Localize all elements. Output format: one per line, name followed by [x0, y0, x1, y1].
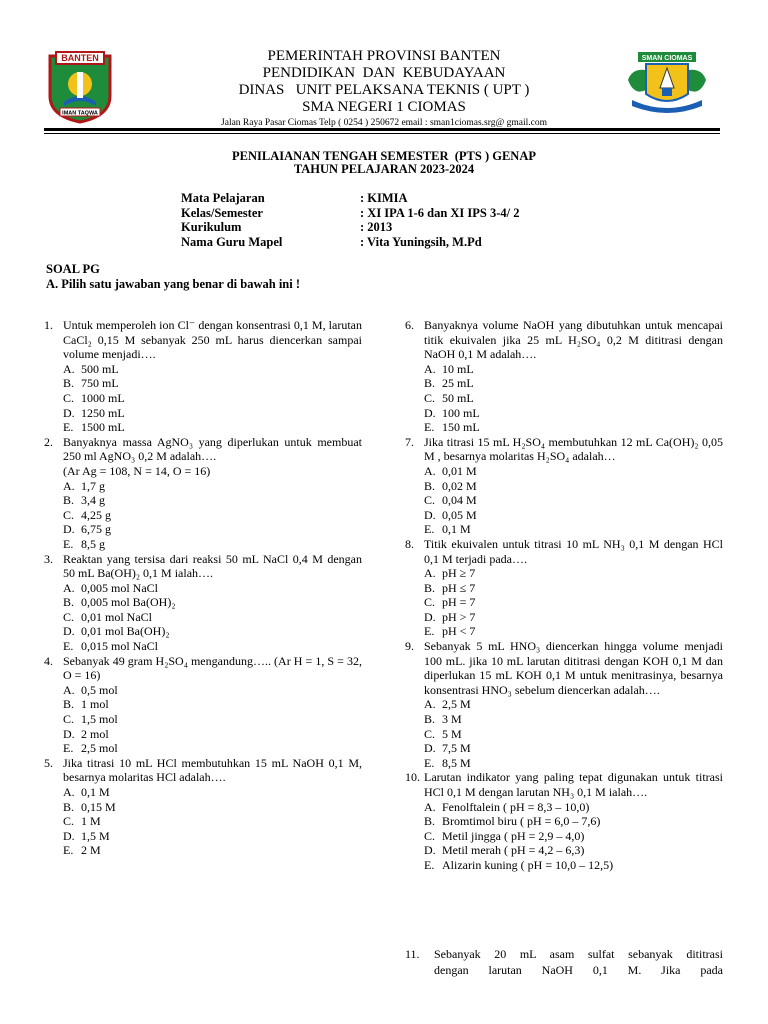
question-stem: Sebanyak 49 gram H₂SO₄ mengandung….. (Ar H = 1, S = 32, O = 16)	[63, 653, 362, 683]
option-text: 5 M	[442, 726, 462, 741]
option-text: 4,25 g	[81, 507, 111, 522]
question-stem: Larutan indikator yang paling tepat digunakan untuk titrasi HCl 0,1 M dengan larutan NH₃ 0,1 M ialah….	[424, 770, 723, 799]
exam-info-row	[181, 206, 520, 221]
option-text: 6,75 g	[81, 522, 111, 537]
answer-option	[63, 610, 362, 625]
answer-option	[63, 493, 362, 508]
option-letter: E.	[63, 741, 74, 756]
option-letter: E.	[63, 536, 74, 551]
letterhead-divider-thick	[44, 128, 720, 131]
question-number: 1.	[44, 318, 53, 332]
answer-option	[424, 566, 723, 581]
option-text: 0,015 mol NaCl	[81, 639, 158, 654]
option-text: 0,01 M	[442, 463, 477, 478]
answer-option	[63, 391, 362, 406]
option-letter: D.	[63, 726, 75, 741]
answer-option	[424, 697, 723, 712]
answer-option	[424, 581, 723, 596]
letterhead-line-2: PENDIDIKAN DAN KEBUDAYAAN	[262, 65, 506, 81]
answer-option	[424, 814, 723, 829]
option-letter: D.	[424, 507, 436, 522]
question-stem: Untuk memperoleh ion Cl⁻ dengan konsentrasi 0,1 M, larutan CaCl₂ 0,15 M sebanyak 250 mL harus diencerkan sampai volume menjadi….	[63, 318, 362, 362]
answer-option	[424, 727, 723, 742]
question-3	[44, 552, 362, 654]
answer-option	[424, 493, 723, 508]
exam-title-line-1: PENILAIANAN TENGAH SEMESTER (PTS ) GENAP	[232, 149, 536, 163]
question-2	[44, 435, 362, 552]
option-letter: B.	[63, 493, 75, 508]
exam-info-label: Kelas/Semester	[181, 205, 263, 220]
option-letter: A.	[63, 580, 75, 595]
question-9	[405, 639, 723, 770]
option-text: pH = 7	[442, 595, 476, 610]
option-letter: C.	[63, 390, 75, 405]
exam-info-value: : KIMIA	[360, 191, 408, 205]
option-letter: A.	[424, 463, 436, 478]
answer-option	[424, 508, 723, 523]
question-number: 5.	[44, 755, 53, 770]
option-text: 1500 mL	[81, 420, 125, 435]
option-text: 2 M	[81, 843, 101, 858]
exam-info-row	[181, 235, 520, 250]
option-letter: E.	[424, 522, 435, 537]
answer-option	[63, 406, 362, 421]
answer-option	[424, 756, 723, 771]
option-letter: C.	[424, 390, 436, 405]
option-text: 0,005 mol NaCl	[81, 580, 158, 595]
option-text: 750 mL	[81, 376, 119, 391]
option-text: 1,7 g	[81, 478, 105, 493]
option-text: 25 mL	[442, 376, 474, 391]
option-letter: E.	[63, 843, 74, 858]
option-text: Alizarin kuning ( pH = 10,0 – 12,5)	[442, 857, 614, 872]
answer-option	[63, 814, 362, 829]
question-number: 2.	[44, 434, 53, 449]
option-letter: B.	[63, 595, 75, 610]
answer-option	[424, 624, 723, 639]
section-heading	[46, 262, 300, 292]
answer-option	[424, 406, 723, 421]
option-letter: C.	[424, 595, 436, 610]
option-letter: C.	[63, 507, 75, 522]
option-text: 2 mol	[81, 726, 109, 741]
option-letter: B.	[63, 697, 75, 712]
option-letter: A.	[424, 566, 436, 581]
exam-info-row	[181, 220, 520, 235]
option-text: pH < 7	[442, 624, 476, 639]
option-text: pH ≥ 7	[442, 566, 476, 581]
answer-option	[63, 376, 362, 391]
question-number: 4.	[44, 653, 53, 668]
option-letter: D.	[63, 405, 75, 420]
option-letter: C.	[424, 828, 436, 843]
answer-option	[63, 800, 362, 815]
question-stem: Jika titrasi 15 mL H₂SO₄ membutuhkan 12 mL Ca(OH)₂ 0,05 M , besarnya molaritas H₂SO₄ adalah…	[424, 434, 723, 464]
option-letter: A.	[63, 682, 75, 697]
answer-option	[63, 479, 362, 494]
option-text: 7,5 M	[442, 741, 471, 756]
question-stem: Reaktan yang tersisa dari reaksi 50 mL NaCl 0,4 M dengan 50 mL Ba(OH)₂ 0,1 M ialah….	[63, 551, 362, 581]
option-text: pH > 7	[442, 609, 476, 624]
question-number: 6.	[405, 318, 414, 332]
option-text: Fenolftalein ( pH = 8,3 – 10,0)	[442, 799, 590, 814]
option-letter: A.	[63, 785, 75, 799]
option-letter: C.	[424, 726, 436, 741]
letterhead-line-1: PEMERINTAH PROVINSI BANTEN	[267, 48, 501, 64]
answer-option	[424, 741, 723, 756]
option-letter: B.	[424, 580, 436, 595]
answer-option	[424, 479, 723, 494]
question-stem: Jika titrasi 10 mL HCl membutuhkan 15 mL NaOH 0,1 M, besarnya molaritas HCl adalah….	[63, 755, 362, 785]
option-letter: E.	[424, 857, 435, 872]
option-text: 8,5 g	[81, 536, 105, 551]
answer-option	[424, 391, 723, 406]
option-letter: C.	[63, 712, 75, 727]
answer-option	[63, 420, 362, 435]
question-1	[44, 318, 362, 435]
answer-option	[63, 843, 362, 858]
option-letter: D.	[424, 405, 436, 420]
letterhead-divider-thin	[44, 133, 720, 134]
option-text: 1250 mL	[81, 405, 125, 420]
exam-info-value: : XI IPA 1-6 dan XI IPS 3-4/ 2	[360, 205, 520, 220]
option-text: 10 mL	[442, 361, 474, 376]
answer-option	[63, 829, 362, 844]
answer-option	[63, 712, 362, 727]
exam-info-label: Mata Pelajaran	[181, 191, 265, 205]
question-5	[44, 756, 362, 858]
option-letter: E.	[424, 755, 435, 770]
option-text: 0,1 M	[442, 522, 471, 537]
question-number: 11.	[405, 947, 420, 961]
option-letter: C.	[424, 493, 436, 508]
option-text: 0,5 mol	[81, 682, 118, 697]
question-number: 10.	[405, 770, 420, 785]
exam-info	[181, 191, 520, 249]
answer-option	[63, 785, 362, 800]
option-letter: D.	[63, 624, 75, 639]
exam-info-row	[181, 191, 520, 206]
answer-option	[63, 741, 362, 756]
question-column-right	[405, 318, 723, 873]
answer-option	[424, 829, 723, 844]
option-text: 1,5 M	[81, 828, 110, 843]
option-letter: A.	[63, 478, 75, 493]
option-letter: E.	[424, 624, 435, 639]
option-letter: E.	[63, 420, 74, 435]
option-text: 2,5 M	[442, 697, 471, 712]
question-8	[405, 537, 723, 639]
answer-option	[63, 581, 362, 596]
option-text: 0,01 mol Ba(OH)₂	[81, 624, 170, 639]
answer-option	[424, 595, 723, 610]
answer-option	[63, 595, 362, 610]
option-text: 1000 mL	[81, 390, 125, 405]
instruction-text: A. Pilih satu jawaban yang benar di bawah ini !	[46, 277, 300, 291]
option-text: 0,05 M	[442, 507, 477, 522]
option-text: 0,02 M	[442, 478, 477, 493]
option-text: 0,04 M	[442, 493, 477, 508]
option-text: 150 mL	[442, 420, 480, 435]
answer-option	[424, 522, 723, 537]
option-letter: D.	[63, 522, 75, 537]
question-4	[44, 654, 362, 756]
option-letter: A.	[63, 361, 75, 376]
answer-option	[424, 420, 723, 435]
answer-option	[424, 362, 723, 377]
answer-option	[424, 858, 723, 873]
option-letter: A.	[424, 799, 436, 814]
option-letter: B.	[63, 799, 75, 814]
answer-option	[424, 376, 723, 391]
question-11	[405, 946, 723, 978]
question-number: 3.	[44, 551, 53, 566]
option-text: Metil jingga ( pH = 2,9 – 4,0)	[442, 828, 585, 843]
option-letter: E.	[424, 420, 435, 435]
letterhead-line-4: SMA NEGERI 1 CIOMAS	[302, 99, 466, 115]
school-address: Jalan Raya Pasar Ciomas Telp ( 0254 ) 250672 email : sman1ciomas.srg@ gmail.com	[221, 118, 547, 128]
question-stem: Sebanyak 5 mL HNO₃ diencerkan hingga volume menjadi 100 mL. jika 10 mL larutan dititrasi dengan KOH 0,1 M dan diperlukan 15 mL KOH 0,1 M untuk menitrasinya, besarnya konsentrasi HNO₃ sebelum diencerkan adalah….	[424, 639, 723, 697]
option-letter: B.	[424, 376, 436, 391]
option-text: 1 M	[81, 814, 101, 829]
answer-option	[63, 624, 362, 639]
question-number: 8.	[405, 536, 414, 551]
option-letter: D.	[424, 609, 436, 624]
question-stem-line-1: Sebanyak 20 mL asam sulfat sebanyak dititrasi	[434, 947, 723, 961]
question-number: 7.	[405, 434, 414, 449]
option-letter: B.	[63, 376, 75, 391]
question-7	[405, 435, 723, 537]
answer-option	[63, 683, 362, 698]
answer-option	[63, 727, 362, 742]
svg-text:SMAN CIOMAS: SMAN CIOMAS	[641, 55, 693, 62]
option-text: 1 mol	[81, 697, 109, 712]
option-text: 2,5 mol	[81, 741, 118, 756]
option-letter: A.	[424, 697, 436, 712]
answer-option	[63, 537, 362, 552]
answer-option	[63, 362, 362, 377]
answer-option	[63, 508, 362, 523]
option-letter: B.	[424, 712, 436, 727]
option-letter: B.	[424, 814, 436, 829]
option-letter: B.	[424, 478, 436, 493]
letterhead	[0, 48, 768, 129]
option-text: pH ≤ 7	[442, 580, 476, 595]
exam-info-value: : 2013	[360, 220, 393, 234]
option-text: 500 mL	[81, 361, 119, 376]
option-text: 8,5 M	[442, 755, 471, 770]
option-text: 0,005 mol Ba(OH)₂	[81, 595, 176, 610]
option-letter: A.	[424, 361, 436, 376]
answer-option	[63, 697, 362, 712]
answer-option	[424, 843, 723, 858]
question-number: 9.	[405, 639, 414, 654]
option-letter: E.	[63, 639, 74, 654]
option-letter: C.	[63, 814, 75, 829]
exam-info-value: : Vita Yuningsih, M.Pd	[360, 234, 482, 249]
option-letter: C.	[63, 609, 75, 624]
option-text: 3,4 g	[81, 493, 105, 508]
option-letter: D.	[424, 843, 436, 858]
option-letter: D.	[63, 828, 75, 843]
option-text: Metil merah ( pH = 4,2 – 6,3)	[442, 843, 585, 858]
option-text: 0,01 mol NaCl	[81, 609, 152, 624]
answer-option	[424, 800, 723, 815]
option-text: 3 M	[442, 712, 462, 727]
answer-option	[424, 464, 723, 479]
option-letter: D.	[424, 741, 436, 756]
question-10	[405, 770, 723, 872]
exam-info-label: Kurikulum	[181, 220, 242, 234]
option-text: Bromtimol biru ( pH = 6,0 – 7,6)	[442, 814, 601, 829]
question-column-left	[44, 318, 362, 858]
question-note: (Ar Ag = 108, N = 14, O = 16)	[63, 463, 211, 478]
letterhead-line-3: DINAS UNIT PELAKSANA TEKNIS ( UPT )	[238, 82, 530, 98]
option-text: 0,15 M	[81, 799, 116, 814]
svg-text:IMAN TAQWA: IMAN TAQWA	[62, 110, 98, 117]
section-title: SOAL PG	[46, 262, 100, 276]
answer-option	[424, 712, 723, 727]
exam-title	[0, 150, 768, 176]
answer-option	[63, 522, 362, 537]
svg-text:BANTEN: BANTEN	[61, 53, 99, 63]
question-stem-line-2: dengan larutan NaOH 0,1 M. Jika pada	[434, 963, 723, 977]
question-stem: Banyaknya volume NaOH yang dibutuhkan untuk mencapai titik ekuivalen jika 25 mL H₂SO₄ 0,2 M dititrasi dengan NaOH 0,1 M adalah….	[424, 318, 723, 362]
option-text: 100 mL	[442, 405, 480, 420]
answer-option	[424, 610, 723, 625]
question-stem: Titik ekuivalen untuk titrasi 10 mL NH₃ 0,1 M dengan HCl 0,1 M terjadi pada….	[424, 536, 723, 566]
option-text: 0,1 M	[81, 785, 110, 799]
option-text: 50 mL	[442, 390, 474, 405]
option-text: 1,5 mol	[81, 712, 118, 727]
exam-title-line-2: TAHUN PELAJARAN 2023-2024	[293, 162, 475, 176]
answer-option	[63, 639, 362, 654]
question-stem: Banyaknya massa AgNO₃ yang diperlukan untuk membuat 250 ml AgNO₃ 0,2 M adalah….	[63, 434, 362, 464]
exam-info-label: Nama Guru Mapel	[181, 234, 283, 249]
question-6	[405, 318, 723, 435]
